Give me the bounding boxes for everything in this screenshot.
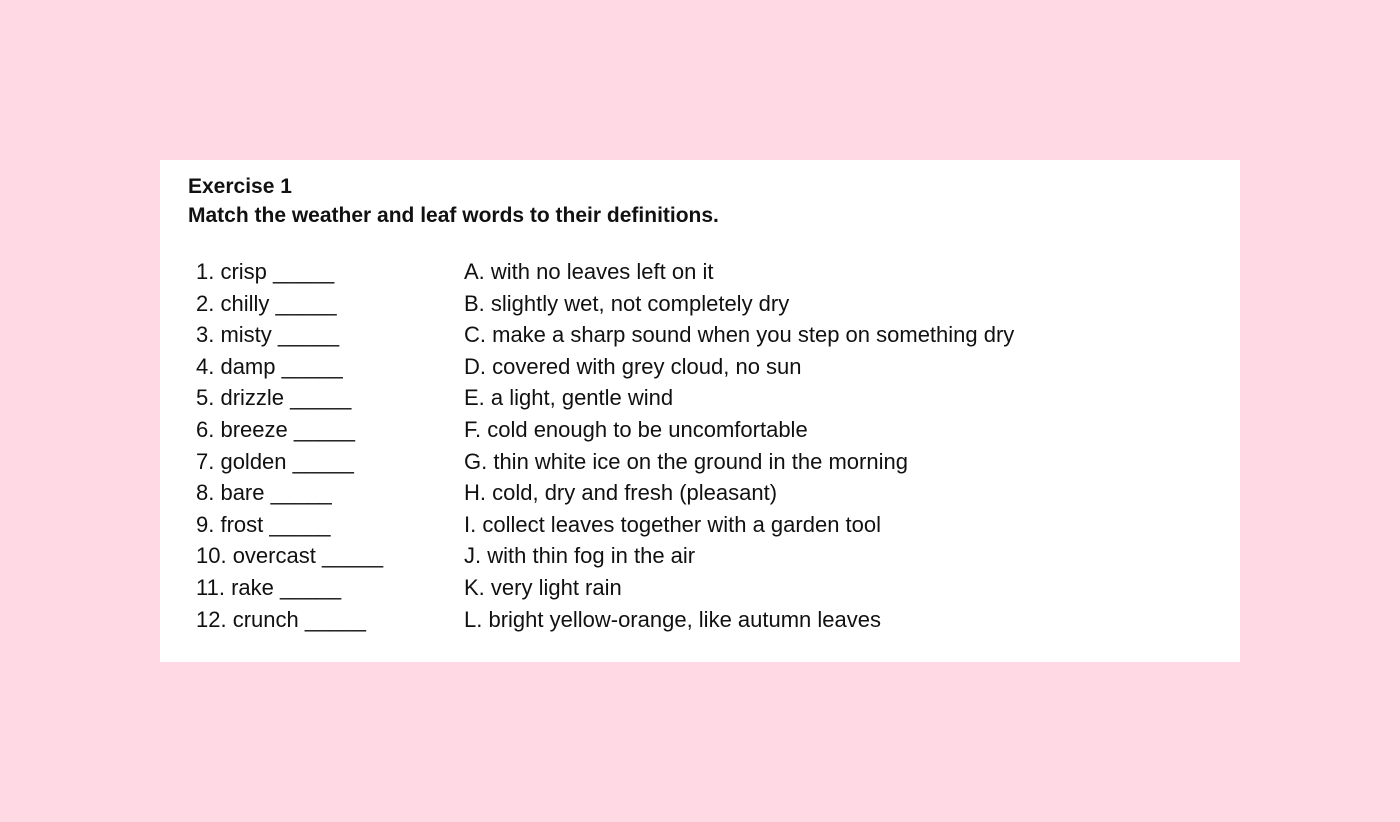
definition-item: I. collect leaves together with a garden tool: [464, 511, 882, 537]
word-item: 7. golden _____: [196, 448, 354, 474]
definition-item: L. bright yellow-orange, like autumn leaves: [464, 606, 882, 632]
word-item: 4. damp _____: [196, 353, 343, 379]
definition-item: F. cold enough to be uncomfortable: [464, 416, 808, 442]
word-item: 8. bare _____: [196, 480, 332, 506]
word-item: 12. crunch _____: [196, 606, 367, 632]
definition-item: K. very light rain: [464, 574, 622, 600]
definition-list: [464, 256, 1014, 635]
word-item: 10. overcast _____: [196, 543, 384, 569]
word-list: [196, 256, 383, 635]
word-item: 11. rake _____: [196, 574, 342, 600]
word-item: 3. misty _____: [196, 322, 340, 348]
definition-item: E. a light, gentle wind: [464, 385, 674, 411]
exercise-title: Exercise 1: [188, 175, 292, 198]
word-item: 2. chilly _____: [196, 290, 337, 316]
definition-item: D. covered with grey cloud, no sun: [464, 353, 802, 379]
worksheet-card: [160, 160, 1240, 662]
definition-item: H. cold, dry and fresh (pleasant): [464, 480, 778, 506]
word-item: 5. drizzle _____: [196, 385, 352, 411]
exercise-instruction: Match the weather and leaf words to their definitions.: [188, 204, 719, 227]
definition-item: B. slightly wet, not completely dry: [464, 290, 790, 316]
word-item: 6. breeze _____: [196, 416, 356, 442]
word-item: 1. crisp _____: [196, 259, 335, 284]
definition-item: C. make a sharp sound when you step on something dry: [464, 322, 1015, 348]
definition-item: A. with no leaves left on it: [464, 259, 714, 284]
definition-item: J. with thin fog in the air: [464, 543, 696, 569]
word-item: 9. frost _____: [196, 511, 331, 537]
definition-item: G. thin white ice on the ground in the morning: [464, 448, 908, 474]
